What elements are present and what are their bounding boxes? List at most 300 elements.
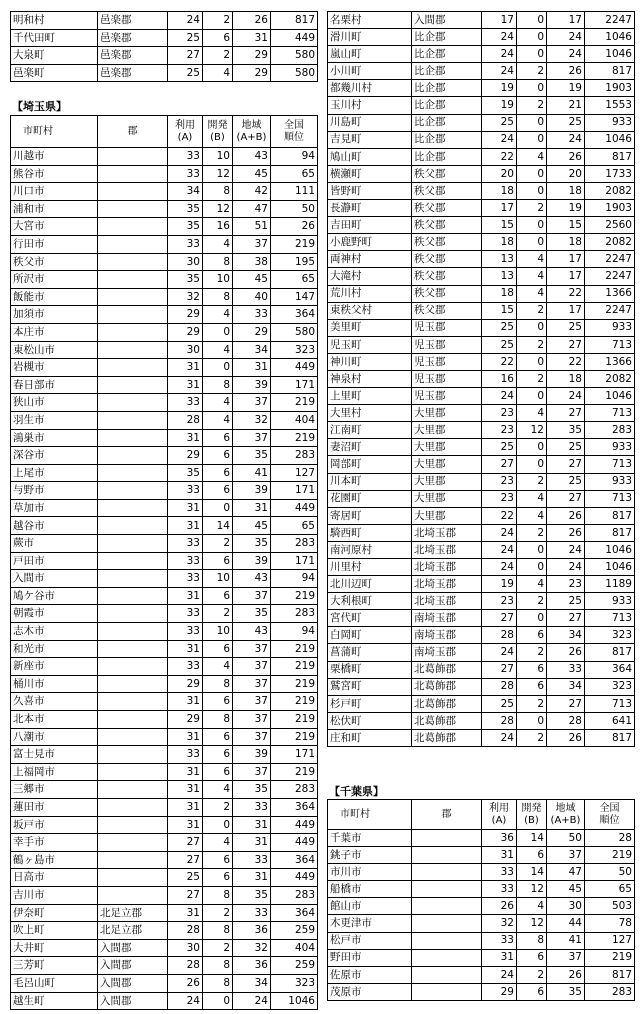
development-b-cell: 6 — [517, 983, 547, 1000]
municipality-cell: 入間市 — [11, 570, 98, 588]
table-row — [11, 587, 318, 605]
area-total-cell: 35 — [547, 422, 585, 439]
usage-a-cell: 35 — [168, 464, 203, 482]
usage-a-cell: 25 — [482, 695, 517, 712]
district-cell — [98, 834, 168, 852]
municipality-cell: 皆野町 — [328, 182, 412, 199]
table-row — [328, 251, 635, 268]
national-rank-cell: 323 — [271, 341, 318, 359]
national-rank-cell: 1046 — [585, 541, 635, 558]
municipality-cell: 大里村 — [328, 405, 412, 422]
district-cell: 北葛飾郡 — [412, 712, 482, 729]
municipality-cell: 館山市 — [328, 898, 412, 915]
development-b-cell: 0 — [517, 559, 547, 576]
district-cell — [98, 148, 168, 166]
development-b-cell: 0 — [517, 712, 547, 729]
development-b-cell: 6 — [517, 678, 547, 695]
municipality-cell: 毛呂山町 — [11, 974, 98, 992]
table-row — [11, 253, 318, 271]
usage-a-cell: 17 — [482, 12, 517, 29]
development-b-cell: 2 — [517, 593, 547, 610]
district-cell — [98, 517, 168, 535]
municipality-cell: 朝霞市 — [11, 605, 98, 623]
table-row — [11, 816, 318, 834]
development-b-cell: 2 — [517, 524, 547, 541]
header-b: 開発 (B) — [203, 116, 233, 148]
municipality-cell: 越生町 — [11, 992, 98, 1010]
development-b-cell: 0 — [517, 541, 547, 558]
table-row — [11, 64, 318, 82]
national-rank-cell: 1046 — [585, 559, 635, 576]
district-cell — [98, 376, 168, 394]
development-b-cell: 0 — [517, 217, 547, 234]
district-cell — [98, 271, 168, 289]
municipality-cell: 川越市 — [11, 148, 98, 166]
municipality-cell: 与野市 — [11, 482, 98, 500]
usage-a-cell: 33 — [168, 394, 203, 412]
table-row — [11, 183, 318, 201]
municipality-cell: 新座市 — [11, 658, 98, 676]
district-cell: 秩父郡 — [412, 234, 482, 251]
table-row — [328, 114, 635, 131]
usage-a-cell: 24 — [482, 46, 517, 63]
table-row — [328, 524, 635, 541]
municipality-cell: 吉見町 — [328, 131, 412, 148]
national-rank-cell: 171 — [271, 552, 318, 570]
district-cell: 秩父郡 — [412, 302, 482, 319]
usage-a-cell: 28 — [482, 712, 517, 729]
district-cell — [98, 235, 168, 253]
national-rank-cell: 323 — [271, 974, 318, 992]
table-row — [328, 576, 635, 593]
municipality-cell: 栗橋町 — [328, 661, 412, 678]
area-total-cell: 29 — [233, 323, 271, 341]
national-rank-cell: 111 — [271, 183, 318, 201]
municipality-cell: 上里町 — [328, 388, 412, 405]
table-row — [328, 217, 635, 234]
national-rank-cell: 817 — [585, 507, 635, 524]
usage-a-cell: 24 — [482, 131, 517, 148]
district-cell: 秩父郡 — [412, 285, 482, 302]
national-rank-cell: 219 — [271, 394, 318, 412]
area-total-cell: 31 — [233, 359, 271, 377]
national-rank-cell: 1046 — [585, 388, 635, 405]
usage-a-cell: 25 — [168, 29, 203, 47]
district-cell: 秩父郡 — [412, 200, 482, 217]
area-total-cell: 37 — [233, 728, 271, 746]
district-cell: 大里郡 — [412, 507, 482, 524]
district-cell: 北足立郡 — [98, 904, 168, 922]
municipality-cell: 川里村 — [328, 559, 412, 576]
usage-a-cell: 23 — [482, 473, 517, 490]
area-total-cell: 26 — [233, 12, 271, 30]
usage-a-cell: 22 — [482, 507, 517, 524]
district-cell — [98, 728, 168, 746]
development-b-cell: 12 — [517, 915, 547, 932]
area-total-cell: 31 — [233, 816, 271, 834]
development-b-cell: 6 — [203, 447, 233, 465]
table-row — [328, 593, 635, 610]
usage-a-cell: 31 — [168, 517, 203, 535]
national-rank-cell: 147 — [271, 288, 318, 306]
usage-a-cell: 27 — [168, 47, 203, 65]
table-row — [11, 517, 318, 535]
national-rank-cell: 364 — [271, 851, 318, 869]
area-total-cell: 22 — [547, 353, 585, 370]
municipality-cell: 邑楽町 — [11, 64, 98, 82]
usage-a-cell: 27 — [482, 610, 517, 627]
usage-a-cell: 33 — [482, 932, 517, 949]
development-b-cell: 2 — [203, 904, 233, 922]
area-total-cell: 25 — [547, 473, 585, 490]
municipality-cell: 長瀞町 — [328, 200, 412, 217]
district-cell — [98, 200, 168, 218]
district-cell — [98, 886, 168, 904]
table-row — [328, 507, 635, 524]
development-b-cell: 0 — [517, 353, 547, 370]
area-total-cell: 26 — [547, 966, 585, 983]
municipality-cell: 滑川町 — [328, 29, 412, 46]
table-row — [328, 46, 635, 63]
development-b-cell: 0 — [203, 359, 233, 377]
usage-a-cell: 31 — [168, 816, 203, 834]
chiba-table — [327, 799, 635, 1001]
table-row — [328, 966, 635, 983]
area-total-cell: 31 — [233, 869, 271, 887]
municipality-cell: 三郷市 — [11, 781, 98, 799]
area-total-cell: 43 — [233, 148, 271, 166]
area-total-cell: 33 — [547, 661, 585, 678]
table-row — [11, 447, 318, 465]
national-rank-cell: 817 — [585, 524, 635, 541]
district-cell: 北葛飾郡 — [412, 678, 482, 695]
development-b-cell: 16 — [203, 218, 233, 236]
municipality-cell: 川本町 — [328, 473, 412, 490]
area-total-cell: 25 — [547, 319, 585, 336]
district-cell: 秩父郡 — [412, 268, 482, 285]
national-rank-cell: 219 — [271, 658, 318, 676]
district-cell: 北葛飾郡 — [412, 695, 482, 712]
municipality-cell: 浦和市 — [11, 200, 98, 218]
national-rank-cell: 580 — [271, 47, 318, 65]
development-b-cell: 6 — [203, 869, 233, 887]
municipality-cell: 小鹿野町 — [328, 234, 412, 251]
area-total-cell: 35 — [233, 886, 271, 904]
district-cell: 北埼玉郡 — [412, 541, 482, 558]
area-total-cell: 41 — [233, 464, 271, 482]
table-row — [11, 675, 318, 693]
usage-a-cell: 30 — [168, 253, 203, 271]
national-rank-cell: 2082 — [585, 234, 635, 251]
district-cell — [412, 830, 482, 847]
municipality-cell: 菖蒲町 — [328, 644, 412, 661]
area-total-cell: 44 — [547, 915, 585, 932]
national-rank-cell: 219 — [271, 711, 318, 729]
national-rank-cell: 2247 — [585, 302, 635, 319]
table-row — [328, 644, 635, 661]
municipality-cell: 三芳町 — [11, 957, 98, 975]
development-b-cell: 14 — [517, 830, 547, 847]
district-cell — [98, 781, 168, 799]
national-rank-cell: 219 — [271, 235, 318, 253]
usage-a-cell: 32 — [168, 288, 203, 306]
district-cell — [98, 464, 168, 482]
national-rank-cell: 641 — [585, 712, 635, 729]
municipality-cell: 市川市 — [328, 864, 412, 881]
header-a: 利用 (A) — [482, 800, 517, 830]
development-b-cell: 0 — [517, 456, 547, 473]
table-row — [11, 411, 318, 429]
area-total-cell: 25 — [547, 593, 585, 610]
area-total-cell: 18 — [547, 234, 585, 251]
municipality-cell: 松戸市 — [328, 932, 412, 949]
national-rank-cell: 50 — [585, 864, 635, 881]
national-rank-cell: 323 — [585, 627, 635, 644]
usage-a-cell: 24 — [482, 524, 517, 541]
municipality-cell: 玉川村 — [328, 97, 412, 114]
development-b-cell: 6 — [517, 949, 547, 966]
municipality-cell: 川口市 — [11, 183, 98, 201]
national-rank-cell: 1733 — [585, 165, 635, 182]
district-cell: 児玉郡 — [412, 388, 482, 405]
usage-a-cell: 24 — [482, 388, 517, 405]
development-b-cell: 4 — [517, 268, 547, 285]
national-rank-cell: 364 — [271, 904, 318, 922]
district-cell — [412, 898, 482, 915]
development-b-cell: 6 — [203, 587, 233, 605]
national-rank-cell: 219 — [585, 949, 635, 966]
usage-a-cell: 33 — [168, 235, 203, 253]
development-b-cell: 14 — [203, 517, 233, 535]
development-b-cell: 0 — [517, 80, 547, 97]
development-b-cell: 4 — [203, 658, 233, 676]
usage-a-cell: 25 — [482, 439, 517, 456]
area-total-cell: 33 — [233, 798, 271, 816]
municipality-cell: 千代田町 — [11, 29, 98, 47]
table-row — [11, 341, 318, 359]
area-total-cell: 45 — [547, 881, 585, 898]
table-row — [11, 623, 318, 641]
header-rank: 全国 順位 — [585, 800, 635, 830]
national-rank-cell: 580 — [271, 64, 318, 82]
area-total-cell: 24 — [547, 46, 585, 63]
development-b-cell: 4 — [203, 781, 233, 799]
usage-a-cell: 28 — [168, 922, 203, 940]
municipality-cell: 鶴ヶ島市 — [11, 851, 98, 869]
district-cell — [98, 323, 168, 341]
usage-a-cell: 27 — [168, 834, 203, 852]
area-total-cell: 27 — [547, 456, 585, 473]
municipality-cell: 大宮市 — [11, 218, 98, 236]
municipality-cell: 神泉村 — [328, 370, 412, 387]
national-rank-cell: 283 — [271, 886, 318, 904]
area-total-cell: 27 — [547, 695, 585, 712]
municipality-cell: 東松山市 — [11, 341, 98, 359]
district-cell: 比企郡 — [412, 131, 482, 148]
municipality-cell: 川島町 — [328, 114, 412, 131]
area-total-cell: 18 — [547, 370, 585, 387]
table-row — [11, 288, 318, 306]
table-row — [11, 394, 318, 412]
table-row — [11, 429, 318, 447]
national-rank-cell: 449 — [271, 816, 318, 834]
usage-a-cell: 33 — [168, 746, 203, 764]
development-b-cell: 4 — [203, 394, 233, 412]
usage-a-cell: 32 — [482, 915, 517, 932]
development-b-cell: 8 — [203, 922, 233, 940]
table-row — [328, 388, 635, 405]
development-b-cell: 10 — [203, 570, 233, 588]
header-gun: 郡 — [412, 800, 482, 830]
national-rank-cell: 404 — [271, 411, 318, 429]
table-row — [11, 904, 318, 922]
district-cell: 北葛飾郡 — [412, 729, 482, 746]
district-cell — [98, 869, 168, 887]
development-b-cell: 6 — [203, 693, 233, 711]
development-b-cell: 4 — [203, 235, 233, 253]
table-row — [328, 881, 635, 898]
district-cell: 入間郡 — [98, 974, 168, 992]
development-b-cell: 6 — [203, 640, 233, 658]
municipality-cell: 桶川市 — [11, 675, 98, 693]
usage-a-cell: 28 — [482, 627, 517, 644]
development-b-cell: 2 — [517, 97, 547, 114]
usage-a-cell: 29 — [168, 711, 203, 729]
district-cell: 大里郡 — [412, 490, 482, 507]
municipality-cell: 羽生市 — [11, 411, 98, 429]
district-cell — [98, 394, 168, 412]
development-b-cell: 0 — [517, 29, 547, 46]
area-total-cell: 40 — [233, 288, 271, 306]
area-total-cell: 36 — [233, 922, 271, 940]
usage-a-cell: 26 — [482, 898, 517, 915]
development-b-cell: 8 — [203, 288, 233, 306]
municipality-cell: 北本市 — [11, 711, 98, 729]
national-rank-cell: 364 — [271, 306, 318, 324]
national-rank-cell: 580 — [271, 323, 318, 341]
area-total-cell: 41 — [547, 932, 585, 949]
table-row — [328, 353, 635, 370]
municipality-cell: 蓮田市 — [11, 798, 98, 816]
development-b-cell: 0 — [203, 816, 233, 834]
table-row — [328, 165, 635, 182]
district-cell — [98, 552, 168, 570]
usage-a-cell: 33 — [168, 658, 203, 676]
usage-a-cell: 33 — [168, 605, 203, 623]
district-cell — [98, 288, 168, 306]
usage-a-cell: 24 — [168, 992, 203, 1010]
area-total-cell: 34 — [233, 974, 271, 992]
municipality-cell: 野田市 — [328, 949, 412, 966]
municipality-cell: 上尾市 — [11, 464, 98, 482]
table-row — [328, 712, 635, 729]
table-row — [328, 439, 635, 456]
development-b-cell: 0 — [203, 992, 233, 1010]
usage-a-cell: 33 — [168, 482, 203, 500]
national-rank-cell: 283 — [585, 983, 635, 1000]
national-rank-cell: 817 — [585, 729, 635, 746]
usage-a-cell: 28 — [482, 678, 517, 695]
usage-a-cell: 20 — [482, 165, 517, 182]
municipality-cell: 都幾川村 — [328, 80, 412, 97]
area-total-cell: 35 — [233, 447, 271, 465]
usage-a-cell: 28 — [168, 411, 203, 429]
municipality-cell: 蕨市 — [11, 535, 98, 553]
header-city: 市町村 — [11, 116, 98, 148]
district-cell — [412, 864, 482, 881]
national-rank-cell: 404 — [271, 939, 318, 957]
development-b-cell: 4 — [203, 341, 233, 359]
development-b-cell: 6 — [203, 464, 233, 482]
national-rank-cell: 713 — [585, 336, 635, 353]
usage-a-cell: 15 — [482, 302, 517, 319]
usage-a-cell: 29 — [168, 306, 203, 324]
development-b-cell: 0 — [517, 319, 547, 336]
district-cell: 入間郡 — [98, 957, 168, 975]
table-row — [328, 422, 635, 439]
area-total-cell: 23 — [547, 576, 585, 593]
usage-a-cell: 33 — [482, 864, 517, 881]
district-cell: 入間郡 — [412, 12, 482, 29]
usage-a-cell: 13 — [482, 251, 517, 268]
development-b-cell: 8 — [203, 974, 233, 992]
table-row — [328, 80, 635, 97]
development-b-cell: 2 — [517, 695, 547, 712]
national-rank-cell: 171 — [271, 746, 318, 764]
usage-a-cell: 31 — [168, 904, 203, 922]
usage-a-cell: 33 — [168, 623, 203, 641]
district-cell: 北足立郡 — [98, 922, 168, 940]
development-b-cell: 8 — [203, 957, 233, 975]
table-row — [11, 148, 318, 166]
development-b-cell: 4 — [517, 148, 547, 165]
district-cell — [98, 658, 168, 676]
table-row — [328, 370, 635, 387]
municipality-cell: 千葉市 — [328, 830, 412, 847]
table-row — [11, 306, 318, 324]
development-b-cell: 2 — [203, 535, 233, 553]
table-row — [11, 834, 318, 852]
municipality-cell: 美里町 — [328, 319, 412, 336]
development-b-cell: 2 — [517, 966, 547, 983]
development-b-cell: 8 — [203, 675, 233, 693]
national-rank-cell: 283 — [271, 781, 318, 799]
district-cell: 南埼玉郡 — [412, 644, 482, 661]
national-rank-cell: 2247 — [585, 12, 635, 29]
table-row — [11, 605, 318, 623]
national-rank-cell: 449 — [271, 29, 318, 47]
municipality-cell: 鳩山町 — [328, 148, 412, 165]
municipality-cell: 鷲宮町 — [328, 678, 412, 695]
usage-a-cell: 24 — [482, 559, 517, 576]
table-row — [11, 746, 318, 764]
municipality-cell: 横瀬町 — [328, 165, 412, 182]
national-rank-cell: 449 — [271, 834, 318, 852]
area-total-cell: 25 — [547, 114, 585, 131]
district-cell: 比企郡 — [412, 63, 482, 80]
header-ab: 地域 (A+B) — [547, 800, 585, 830]
area-total-cell: 37 — [233, 394, 271, 412]
national-rank-cell: 283 — [271, 447, 318, 465]
area-total-cell: 38 — [233, 253, 271, 271]
development-b-cell: 8 — [203, 376, 233, 394]
municipality-cell: 大滝村 — [328, 268, 412, 285]
district-cell — [98, 693, 168, 711]
header-city: 市町村 — [328, 800, 412, 830]
usage-a-cell: 22 — [482, 148, 517, 165]
national-rank-cell: 195 — [271, 253, 318, 271]
usage-a-cell: 16 — [482, 370, 517, 387]
